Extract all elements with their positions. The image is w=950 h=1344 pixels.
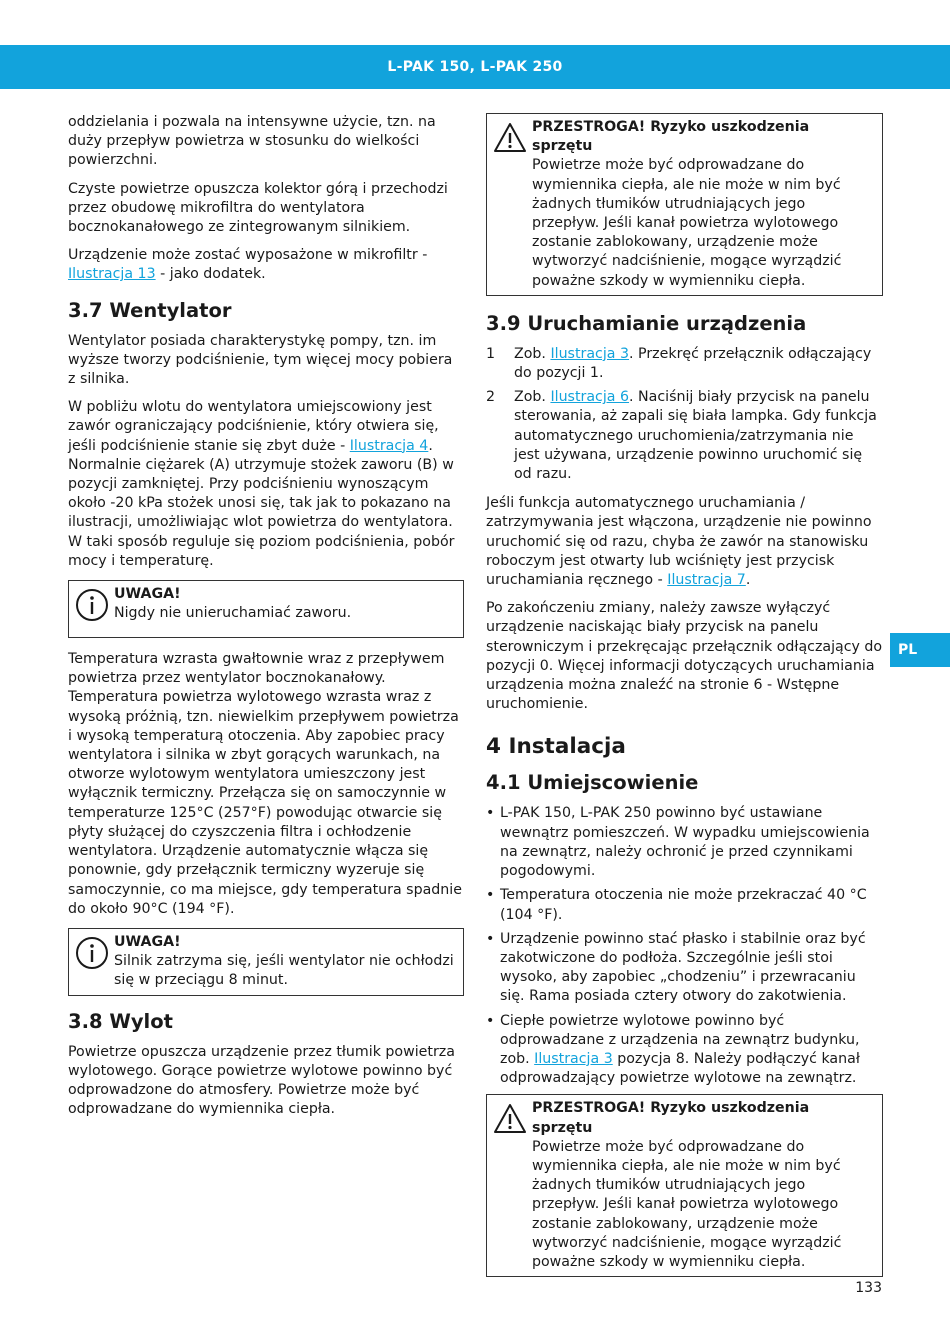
warning-triangle-icon — [493, 121, 527, 155]
text-span: Ciepłe powietrze wylotowe powinno być odprowadzane z urządzenia na zewnątrz budynku, zob. — [500, 1012, 860, 1067]
info-icon — [75, 588, 109, 622]
illustration-link[interactable]: Ilustracja 13 — [68, 266, 156, 283]
caution-box — [486, 113, 883, 296]
chapter-heading: 4 Instalacja — [486, 734, 626, 760]
document-title: L-PAK 150, L-PAK 250 — [387, 59, 563, 75]
language-tab: PL — [890, 633, 950, 667]
list-item — [486, 886, 883, 924]
paragraph — [68, 398, 464, 571]
left-column — [68, 113, 464, 1128]
illustration-link[interactable]: Ilustracja 3 — [550, 345, 630, 362]
bullet-icon: • — [486, 930, 495, 947]
list-item — [486, 388, 883, 484]
paragraph — [68, 246, 464, 284]
text-span: Urządzenie może zostać wyposażone w mikrofiltr - — [68, 247, 428, 264]
bullet-icon: • — [486, 887, 495, 904]
section-heading: 3.7 Wentylator — [68, 298, 232, 322]
bullet-list — [486, 804, 883, 1088]
text-span: Jeśli funkcja automatycznego uruchamiania / zatrzymywania jest włączona, urządzenie nie powinno uruchomić się od razu, chyba że zawór na stanowisku roboczym jest otwarty lub wciśnięty jest przycisk uruchamiania ręcznego - — [486, 495, 872, 589]
paragraph: Czyste powietrze opuszcza kolektor górą i przechodzi przez obudowę mikrofiltra do wentylatora bocznokanałowego ze zintegrowanym silnikiem. — [68, 180, 448, 236]
step-number: 2 — [486, 389, 496, 406]
illustration-link[interactable]: Ilustracja 3 — [534, 1050, 613, 1067]
text-span: . Normalnie ciężarek (A) utrzymuje stożek zaworu (B) w pozycji zamkniętej. Przy podciśnieniu wynoszącym około -20 kPa stożek unosi się, tak jak to pokazano na ilustracji, umożliwiając wlot powietrza do wentylatora. W taki sposób reguluje się poziom podciśnienia, pobór mocy i temperaturę. — [68, 437, 455, 569]
paragraph: Powietrze opuszcza urządzenie przez tłumik powietrza wylotowego. Gorące powietrze wylotowe powinno być odprowadzone do atmosfery. Powietrze może być odprowadzane do wymiennika ciepła. — [68, 1043, 455, 1118]
illustration-link[interactable]: Ilustracja 4 — [349, 437, 429, 454]
paragraph: oddzielania i pozwala na intensywne użycie, tzn. na duży przepływ powietrza w stosunku do wielkości powierzchni. — [68, 114, 436, 169]
paragraph: Wentylator posiada charakterystykę pompy, tzn. im wyższe tworzy podciśnienie, tym więcej mocy pobiera z silnika. — [68, 332, 453, 388]
notice-box — [68, 928, 464, 996]
section-heading: 3.8 Wylot — [68, 1009, 173, 1033]
bullet-icon: • — [486, 1012, 495, 1029]
paragraph: Temperatura wzrasta gwałtownie wraz z przepływem powietrza przez wentylator bocznokanałowy. Temperatura powietrza wylotowego wzrasta wraz z wysoką próżnią, tzn. niewielkim przepływem powietrza i wysoką temperaturą otoczenia. Aby zapobiec pracy wentylatora i silnika w zbyt gorących warunkach, na otworze wylotowym wentylatora umieszczony jest wyłącznik termiczny. Przełącza się on samoczynnie w temperaturze 125°C (257°F) powodując otwarcie się płyty służącej do czyszczenia filtra i ochłodzenie wentylatora. Urządzenie automatycznie włącza się ponownie, gdy przełącznik termiczny wyzeruje się samoczynnie, co ma miejsce, gdy temperatura spadnie do około 90°C (194 °F). — [68, 651, 462, 917]
notice-title: UWAGA! — [114, 586, 181, 603]
text-span: - jako dodatek. — [155, 266, 266, 283]
list-item — [486, 804, 883, 881]
caution-title: PRZESTROGA! Ryzyko uszkodzenia sprzętu — [532, 119, 810, 155]
text-span: Temperatura otoczenia nie może przekraczać 40 °C (104 °F). — [500, 887, 867, 923]
section-heading: 4.1 Umiejscowienie — [486, 771, 699, 795]
page-number: 133 — [855, 1280, 882, 1296]
illustration-link[interactable]: Ilustracja 6 — [550, 389, 630, 406]
notice-box — [68, 580, 464, 638]
text-span: . Przekręć przełącznik odłączający do pozycji 1. — [514, 345, 872, 382]
text-span: Urządzenie powinno stać płasko i stabilnie oraz być zakotwiczone do podłoża. Szczególnie jeśli stoi wysoko, aby zapobiec „chodzeniu” i przewracaniu się. Rama posiada cztery otwory do zakotwienia. — [500, 930, 866, 1005]
warning-triangle-icon — [493, 1102, 527, 1136]
bullet-icon: • — [486, 805, 495, 822]
header-bar — [0, 45, 950, 89]
list-item — [486, 930, 883, 1007]
notice-text: Nigdy nie unieruchamiać zaworu. — [114, 605, 352, 622]
section-heading: 3.9 Uruchamianie urządzenia — [486, 311, 807, 335]
list-item — [486, 345, 883, 383]
caution-text: Powietrze może być odprowadzane do wymiennika ciepła, ale nie może w nim być żadnych tłumików utrudniających jego przepływ. Jeśli kanał powietrza wylotowego zostanie zablokowany, urządzenie może wytworzyć nadciśnienie, mogące wyrządzić poważne szkody w wymienniku ciepła. — [532, 157, 842, 289]
text-span: . Naciśnij biały przycisk na panelu sterowania, aż zapali się biała lampka. Gdy funkcja automatycznego uruchomienia/zatrzymania nie jest używana, urządzenie powinno uruchomić się od razu. — [514, 389, 877, 483]
notice-title: UWAGA! — [114, 933, 181, 950]
illustration-link[interactable]: Ilustracja 7 — [667, 572, 746, 589]
list-item — [486, 1012, 883, 1089]
text-span: Zob. — [514, 345, 551, 362]
caution-box — [486, 1094, 883, 1277]
text-span: . — [745, 572, 751, 589]
text-span: L-PAK 150, L-PAK 250 powinno być ustawiane wewnątrz pomieszczeń. W wypadku umiejscowienia na zewnątrz, należy ochronić je przed czynnikami pogodowymi. — [500, 805, 870, 880]
right-column — [486, 113, 883, 1289]
text-span: W pobliżu wlotu do wentylatora umiejscowiony jest zawór ograniczający podciśnienie, który otwiera się, jeśli podciśnienie stanie się zbyt duże - — [68, 399, 439, 454]
paragraph: Po zakończeniu zmiany, należy zawsze wyłączyć urządzenie naciskając biały przycisk na panelu sterowniczym i przekręcając przełącznik odłączający do pozycji 0. Więcej informacji dotyczących uruchamiania urządzenia można znaleźć na stronie 6 - Wstępne uruchomienie. — [486, 600, 883, 713]
caution-title: PRZESTROGA! Ryzyko uszkodzenia sprzętu — [532, 1100, 810, 1136]
step-number: 1 — [486, 345, 496, 362]
text-span: pozycja 8. Należy podłączyć kanał odprowadzający powietrze wylotowe na zewnątrz. — [500, 1050, 860, 1087]
info-icon — [75, 936, 109, 970]
notice-text: Silnik zatrzyma się, jeśli wentylator nie ochłodzi się w przeciągu 8 minut. — [114, 953, 454, 989]
caution-text: Powietrze może być odprowadzane do wymiennika ciepła, ale nie może w nim być żadnych tłumików utrudniających jego przepływ. Jeśli kanał powietrza wylotowego zostanie zablokowany, urządzenie może wytworzyć nadciśnienie, mogące wyrządzić poważne szkody w wymienniku ciepła. — [532, 1138, 842, 1270]
paragraph — [486, 494, 883, 590]
text-span: Zob. — [514, 389, 551, 406]
steps-list — [486, 345, 883, 484]
